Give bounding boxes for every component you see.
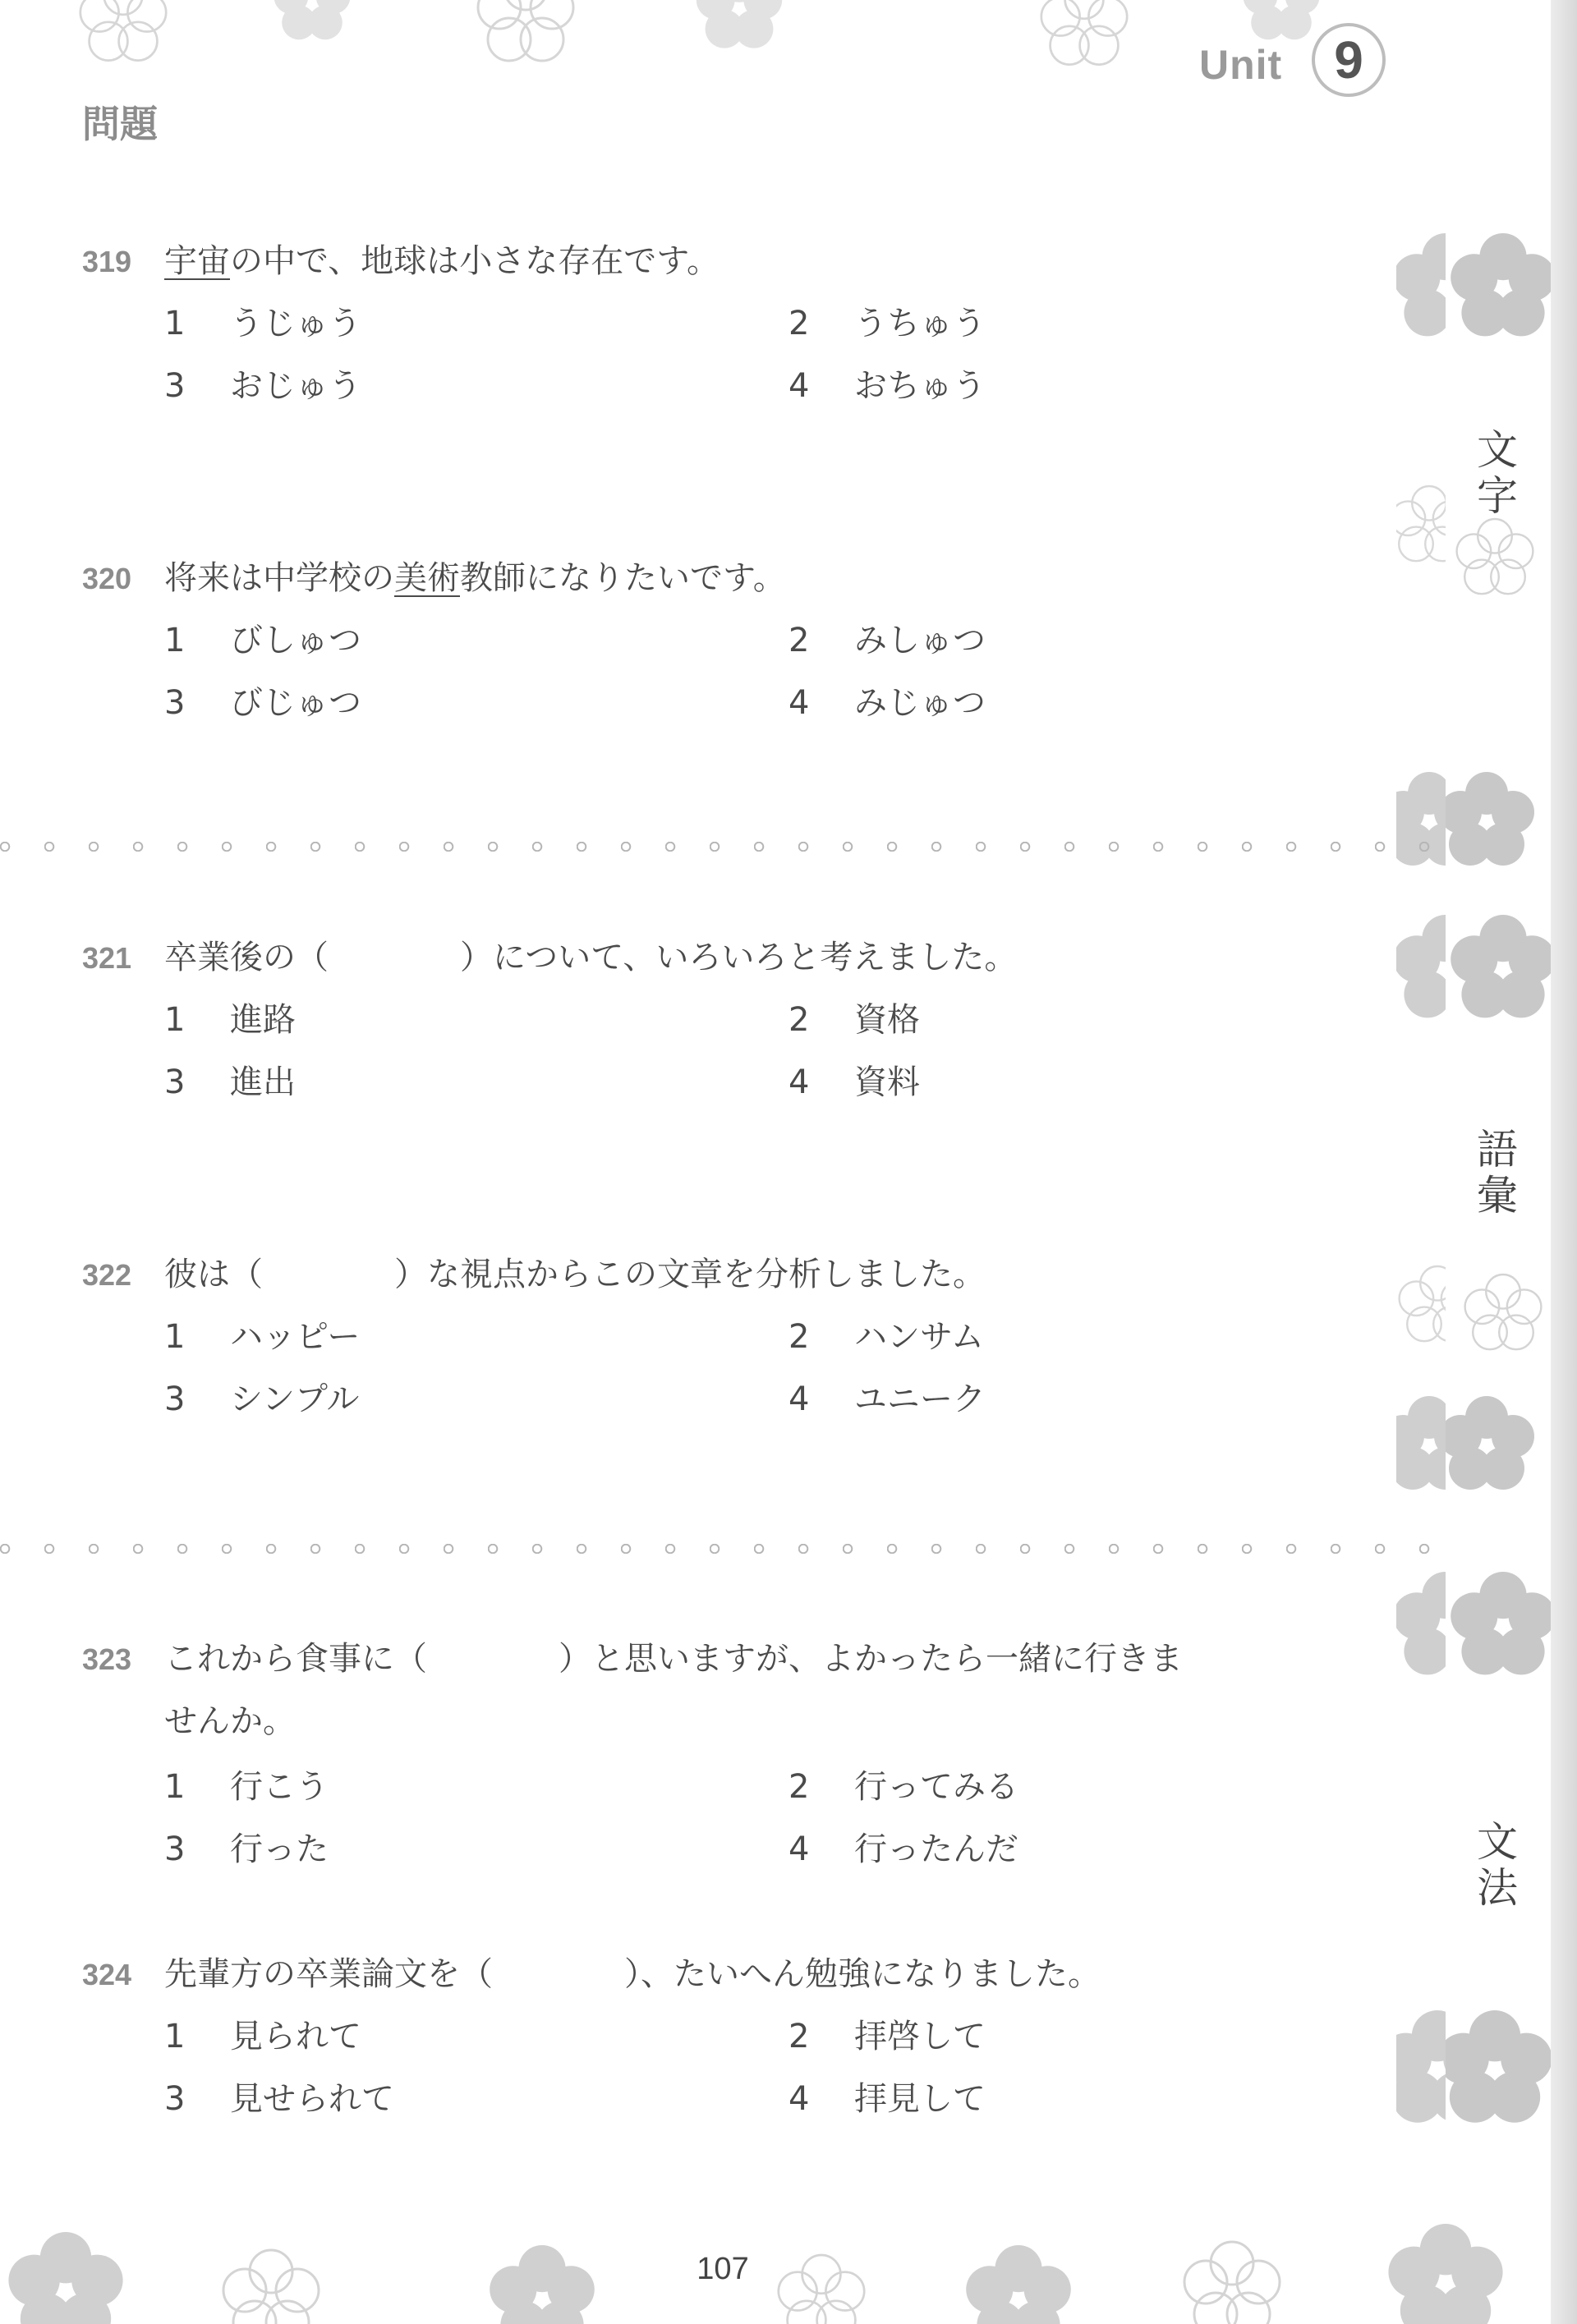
question-stem — [82, 1948, 1101, 1995]
answer-option-3[interactable]: 3 見せられて — [164, 2080, 394, 2118]
answer-option-4[interactable]: 4 行ったんだ — [788, 1830, 1018, 1868]
side-tab-char: 法 — [1477, 1864, 1518, 1912]
side-tab-char: 彙 — [1477, 1172, 1518, 1219]
question-text: ）な視点からこの文章を分析しました。 — [394, 1256, 986, 1293]
question-stem — [82, 552, 786, 599]
question-text: 先輩方の卒業論文を（ — [164, 1955, 493, 1993]
question-text: 将来は中学校の — [164, 559, 394, 597]
answer-option-4[interactable]: 4 ユニーク — [788, 1380, 986, 1418]
answer-option-2[interactable]: 2 資格 — [788, 1001, 920, 1039]
question-text: 彼は（ — [164, 1256, 263, 1293]
side-tab-moji — [1473, 427, 1522, 519]
side-tab-char: 文 — [1477, 426, 1518, 474]
question-text-continued: せんか。 — [164, 1702, 296, 1740]
answer-option-2[interactable]: 2 拝啓して — [788, 2018, 986, 2055]
answer-option-2[interactable]: 2 うちゅう — [788, 305, 986, 342]
underlined-word: 宇宙 — [164, 242, 230, 280]
answer-option-1[interactable]: 1 びしゅつ — [164, 622, 361, 659]
unit-label: Unit — [1199, 42, 1283, 88]
question-text: 教師になりたいです。 — [460, 559, 786, 597]
answer-option-4[interactable]: 4 みじゅつ — [788, 684, 986, 722]
answer-option-4[interactable]: 4 おちゅう — [788, 367, 986, 405]
page-heading: 問題 — [82, 102, 158, 146]
side-tab-goi — [1473, 1127, 1522, 1219]
side-tab-char: 文 — [1477, 1818, 1518, 1866]
answer-option-2[interactable]: 2 ハンサム — [788, 1318, 984, 1356]
question-number: 320 — [82, 562, 132, 595]
unit-number-badge: 9 — [1312, 23, 1386, 97]
question-stem — [82, 1248, 986, 1295]
question-number: 324 — [82, 1958, 132, 1991]
answer-option-3[interactable]: 3 おじゅう — [164, 367, 361, 405]
page-number: 107 — [697, 2252, 749, 2286]
side-tab-bunpo — [1473, 1819, 1522, 1911]
answer-option-4[interactable]: 4 拝見して — [788, 2080, 986, 2118]
question-number: 323 — [82, 1642, 132, 1676]
flower-decoration-right — [1396, 99, 1446, 2267]
page-edge-shadow — [1551, 0, 1577, 2324]
answer-option-1[interactable]: 1 見られて — [164, 2018, 361, 2055]
answer-option-3[interactable]: 3 びじゅつ — [164, 684, 361, 722]
question-stem — [82, 235, 720, 282]
answer-option-3[interactable]: 3 行った — [164, 1830, 329, 1868]
question-number: 322 — [82, 1258, 132, 1292]
question-number: 319 — [82, 245, 132, 278]
answer-option-1[interactable]: 1 ハッピー — [164, 1318, 361, 1356]
question-text: ）と思いますが、よかったら一緒に行きま — [559, 1640, 1183, 1678]
question-text: 卒業後の（ — [164, 939, 329, 976]
question-text: ）、たいへん勉強になりました。 — [624, 1955, 1101, 1993]
answer-option-3[interactable]: 3 シンプル — [164, 1380, 360, 1418]
question-text: これから食事に（ — [164, 1640, 427, 1678]
side-tab-char: 語 — [1477, 1126, 1518, 1173]
answer-option-2[interactable]: 2 みしゅつ — [788, 622, 986, 659]
answer-option-2[interactable]: 2 行ってみる — [788, 1768, 1018, 1806]
question-stem — [82, 931, 1017, 978]
answer-option-3[interactable]: 3 進出 — [164, 1063, 296, 1101]
side-tab-char: 字 — [1477, 472, 1518, 520]
answer-option-4[interactable]: 4 資料 — [788, 1063, 920, 1101]
answer-option-1[interactable]: 1 うじゅう — [164, 305, 361, 342]
section-divider — [0, 842, 1446, 852]
underlined-word: 美術 — [394, 559, 460, 597]
question-number: 321 — [82, 941, 132, 975]
answer-option-1[interactable]: 1 行こう — [164, 1768, 329, 1806]
question-text: の中で、地球は小さな存在です。 — [230, 242, 720, 280]
question-stem — [82, 1633, 1183, 1679]
answer-option-1[interactable]: 1 進路 — [164, 1001, 296, 1039]
section-divider — [0, 1544, 1446, 1554]
question-text: ）について、いろいろと考えました。 — [460, 939, 1018, 976]
